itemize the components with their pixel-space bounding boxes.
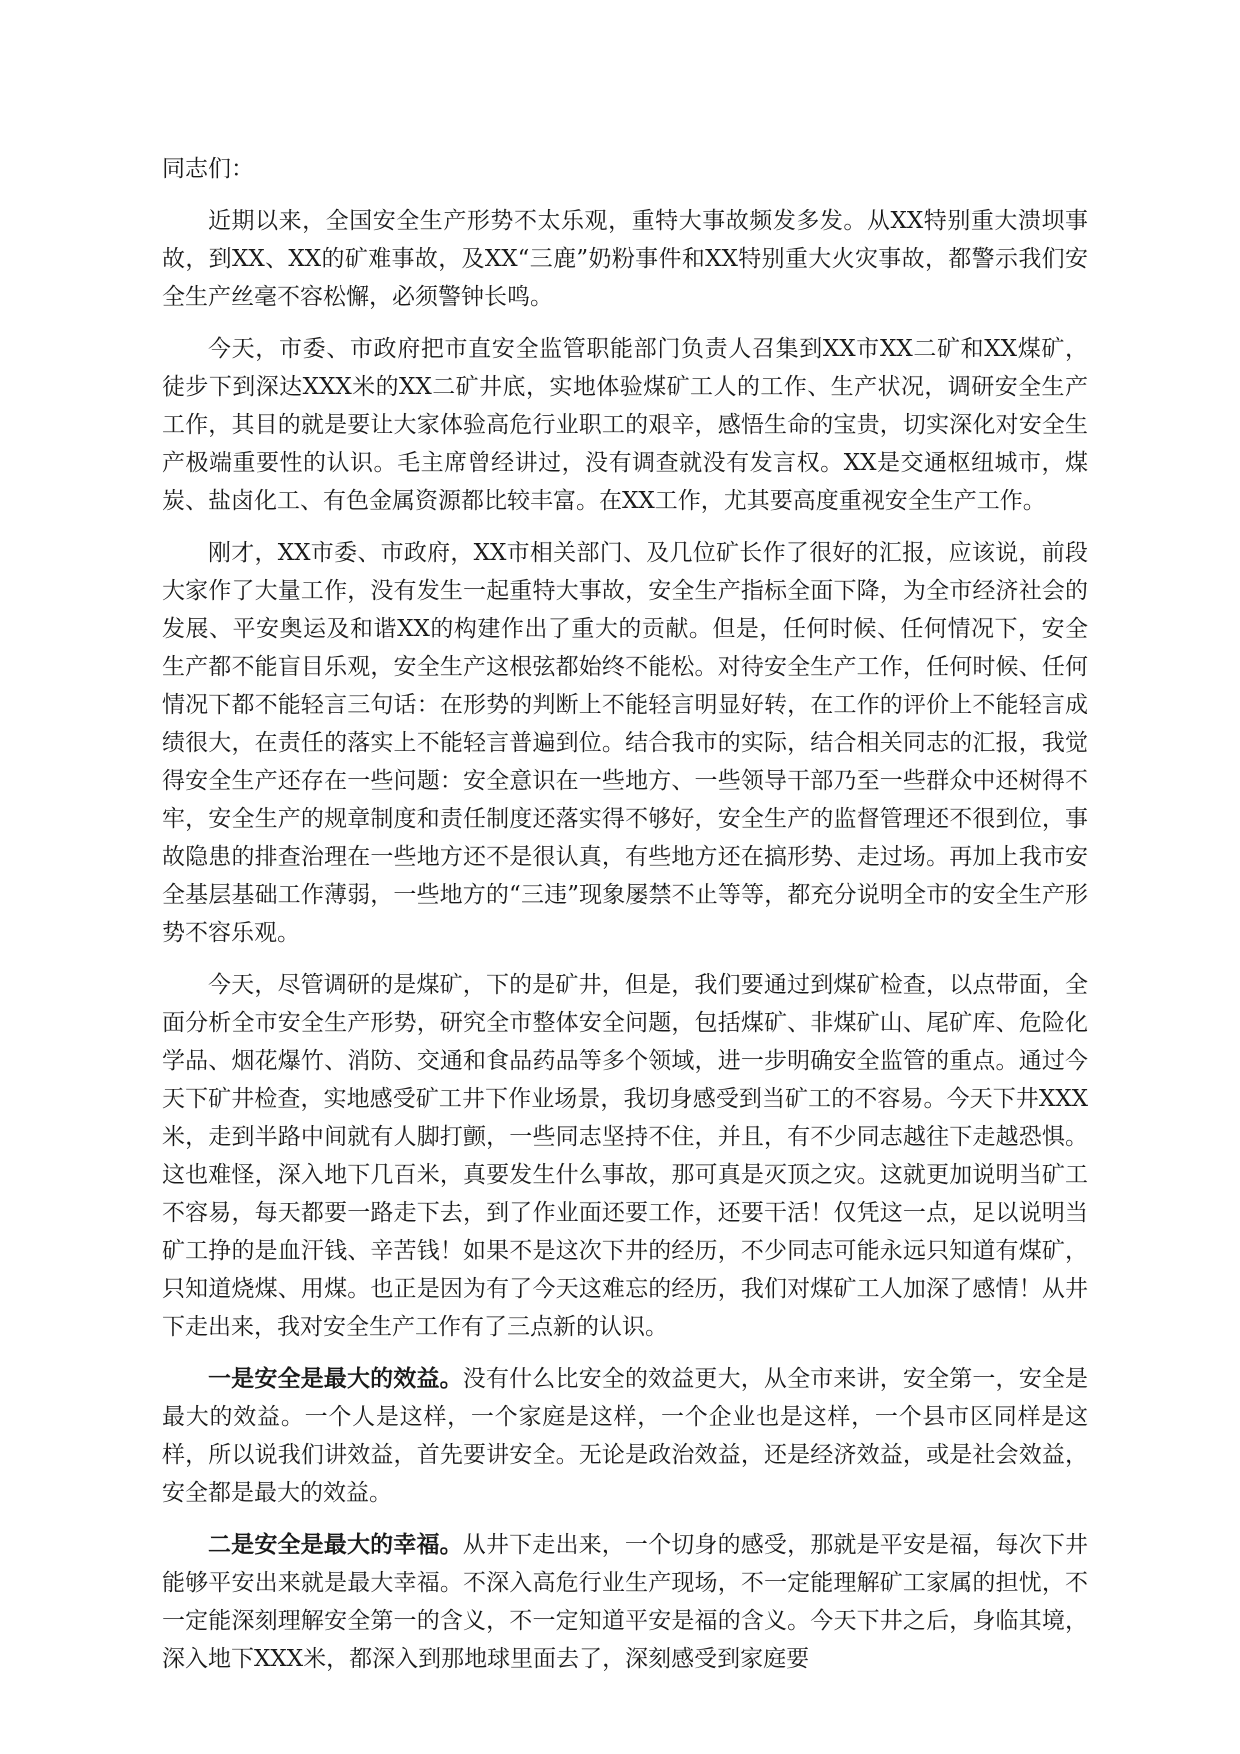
paragraph-1: [162, 202, 1088, 316]
paragraph-2: [162, 330, 1088, 520]
document-body: [162, 150, 1088, 1692]
paragraph-text: 没有什么比安全的效益更大，从全市来讲，安全第一，安全是最大的效益。一个人是这样，一个家庭是这样，一个企业也是这样，一个县市区同样是这样，所以说我们讲效益，首先要讲安全。无论是政治效益，还是经济效益，或是社会效益，安全都是最大的效益。: [162, 1366, 1089, 1506]
paragraph-5: [162, 1360, 1088, 1512]
paragraph-text: 今天，尽管调研的是煤矿，下的是矿井，但是，我们要通过到煤矿检查，以点带面，全面分析全市安全生产形势，研究全市整体安全问题，包括煤矿、非煤矿山、尾矿库、危险化学品、烟花爆竹、消防、交通和食品药品等多个领域，进一步明确安全监管的重点。通过今天下矿井检查，实地感受矿工井下作业场景，我切身感受到当矿工的不容易。今天下井XXX米，走到半路中间就有人脚打颤，一些同志坚持不住，并且，有不少同志越往下走越恐惧。这也难怪，深入地下几百米，真要发生什么事故，那可真是灭顶之灾。这就更加说明当矿工不容易，每天都要一路走下去，到了作业面还要工作，还要干活！仅凭这一点，足以说明当矿工挣的是血汗钱、辛苦钱！如果不是这次下井的经历，不少同志可能永远只知道有煤矿，只知道烧煤、用煤。也正是因为有了今天这难忘的经历，我们对煤矿工人加深了感情！从井下走出来，我对安全生产工作有了三点新的认识。: [162, 972, 1088, 1340]
paragraph-6: [162, 1526, 1088, 1678]
paragraph-text: 近期以来，全国安全生产形势不太乐观，重特大事故频发多发。从XX特别重大溃坝事故，到XX、XX的矿难事故，及XX“三鹿”奶粉事件和XX特别重大火灾事故，都警示我们安全生产丝毫不容松懈，必须警钟长鸣。: [162, 208, 1088, 310]
salutation: 同志们：: [162, 156, 254, 182]
paragraph-text: 刚才，XX市委、市政府，XX市相关部门、及几位矿长作了很好的汇报，应该说，前段大家作了大量工作，没有发生一起重特大事故，安全生产指标全面下降，为全市经济社会的发展、平安奥运及和谐XX的构建作出了重大的贡献。但是，任何时候、任何情况下，安全生产都不能盲目乐观，安全生产这根弦都始终不能松。对待安全生产工作，任何时候、任何情况下都不能轻言三句话：在形势的判断上不能轻言明显好转，在工作的评价上不能轻言成绩很大，在责任的落实上不能轻言普遍到位。结合我市的实际，结合相关同志的汇报，我觉得安全生产还存在一些问题：安全意识在一些地方、一些领导干部乃至一些群众中还树得不牢，安全生产的规章制度和责任制度还落实得不够好，安全生产的监督管理还不很到位，事故隐患的排查治理在一些地方还不是很认真，有些地方还在搞形势、走过场。再加上我市安全基层基础工作薄弱，一些地方的“三违”现象屡禁不止等等，都充分说明全市的安全生产形势不容乐观。: [162, 540, 1088, 946]
paragraph-lead: 一是安全是最大的效益。: [208, 1365, 463, 1392]
paragraph-lead: 二是安全是最大的幸福。: [208, 1531, 463, 1558]
paragraph-4: [162, 966, 1088, 1346]
paragraph-text: 今天，市委、市政府把市直安全监管职能部门负责人召集到XX市XX二矿和XX煤矿，徒步下到深达XXX米的XX二矿井底，实地体验煤矿工人的工作、生产状况，调研安全生产工作，其目的就是要让大家体验高危行业职工的艰辛，感悟生命的宝贵，切实深化对安全生产极端重要性的认识。毛主席曾经讲过，没有调查就没有发言权。XX是交通枢纽城市，煤炭、盐卤化工、有色金属资源都比较丰富。在XX工作，尤其要高度重视安全生产工作。: [162, 336, 1088, 514]
paragraph-3: [162, 534, 1088, 952]
paragraph-text: 从井下走出来，一个切身的感受，那就是平安是福，每次下井能够平安出来就是最大幸福。不深入高危行业生产现场，不一定能理解矿工家属的担忧，不一定能深刻理解安全第一的含义，不一定知道平安是福的含义。今天下井之后，身临其境，深入地下XXX米，都深入到那地球里面去了，深刻感受到家庭要: [162, 1532, 1089, 1672]
